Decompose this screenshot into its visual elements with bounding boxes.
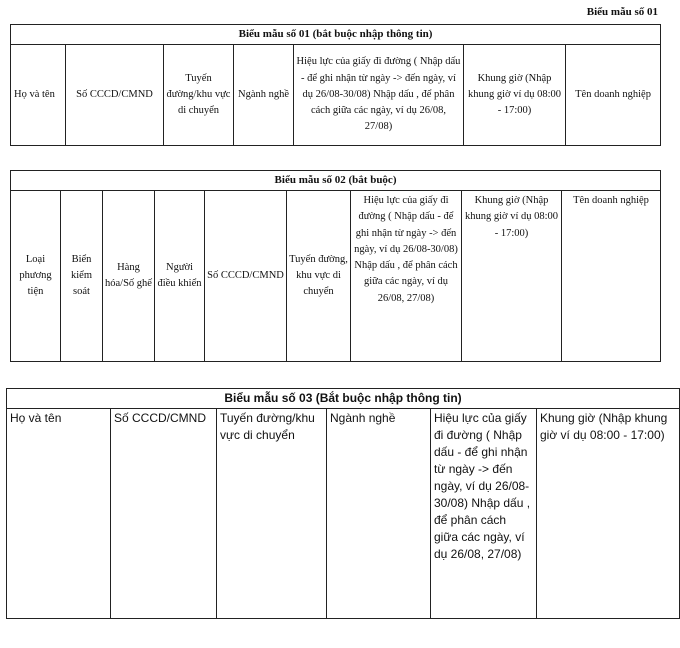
form-01-title: Biểu mẫu số 01 (bắt buộc nhập thông tin) [11,25,661,45]
form-01-table [10,24,661,146]
header-time-slot: Khung giờ (Nhập khung giờ ví dụ 08:00 - 17:00) [462,191,562,362]
header-license-plate: Biển kiểm soát [61,191,103,362]
header-id-number: Số CCCD/CMND [205,191,287,362]
header-id-number: Số CCCD/CMND [66,45,164,146]
form-02-table [10,170,661,362]
header-id-number: Số CCCD/CMND [111,408,217,618]
header-validity: Hiệu lực của giấy đi đường ( Nhập dấu - để ghi nhận từ ngày -> đến ngày, ví dụ 26/08-30/08) Nhập dấu , để phân cách giữa các ngày, ví dụ 26/08, 27/08) [294,45,464,146]
header-profession: Ngành nghề [327,408,431,618]
form-03-title: Biểu mẫu số 03 (Bắt buộc nhập thông tin) [7,389,680,409]
header-company-name: Tên doanh nghiệp [562,191,661,362]
form-02-title: Biểu mẫu số 02 (bắt buộc) [11,171,661,191]
header-profession: Ngành nghề [234,45,294,146]
header-company-name: Tên doanh nghiệp [566,45,661,146]
header-validity: Hiệu lực của giấy đi đường ( Nhập dấu - để ghi nhận từ ngày -> đến ngày, ví dụ 26/08-30/08) Nhập dấu , để phân cách giữa các ngày, ví dụ 26/08, 27/08) [431,408,537,618]
header-time-slot: Khung giờ (Nhập khung giờ ví dụ 08:00 - 17:00) [464,45,566,146]
header-validity: Hiệu lực của giấy đi đường ( Nhập dấu - để ghi nhận từ ngày -> đến ngày, ví dụ 26/08-30/08) Nhập dấu , để phân cách giữa các ngày, ví dụ 26/08, 27/08) [351,191,462,362]
header-full-name: Họ và tên [7,408,111,618]
header-route: Tuyến đường, khu vực di chuyển [287,191,351,362]
header-cargo-seats: Hàng hóa/Số ghế [103,191,155,362]
form-03-table [6,388,680,619]
header-driver: Người điều khiển [155,191,205,362]
header-time-slot: Khung giờ (Nhập khung giờ ví dụ 08:00 - 17:00) [537,408,680,618]
header-route: Tuyến đường/khu vực di chuyển [164,45,234,146]
header-vehicle-type: Loại phương tiện [11,191,61,362]
header-full-name: Họ và tên [11,45,66,146]
corner-form-label: Biểu mẫu số 01 [586,6,658,18]
header-route: Tuyến đường/khu vực di chuyển [217,408,327,618]
